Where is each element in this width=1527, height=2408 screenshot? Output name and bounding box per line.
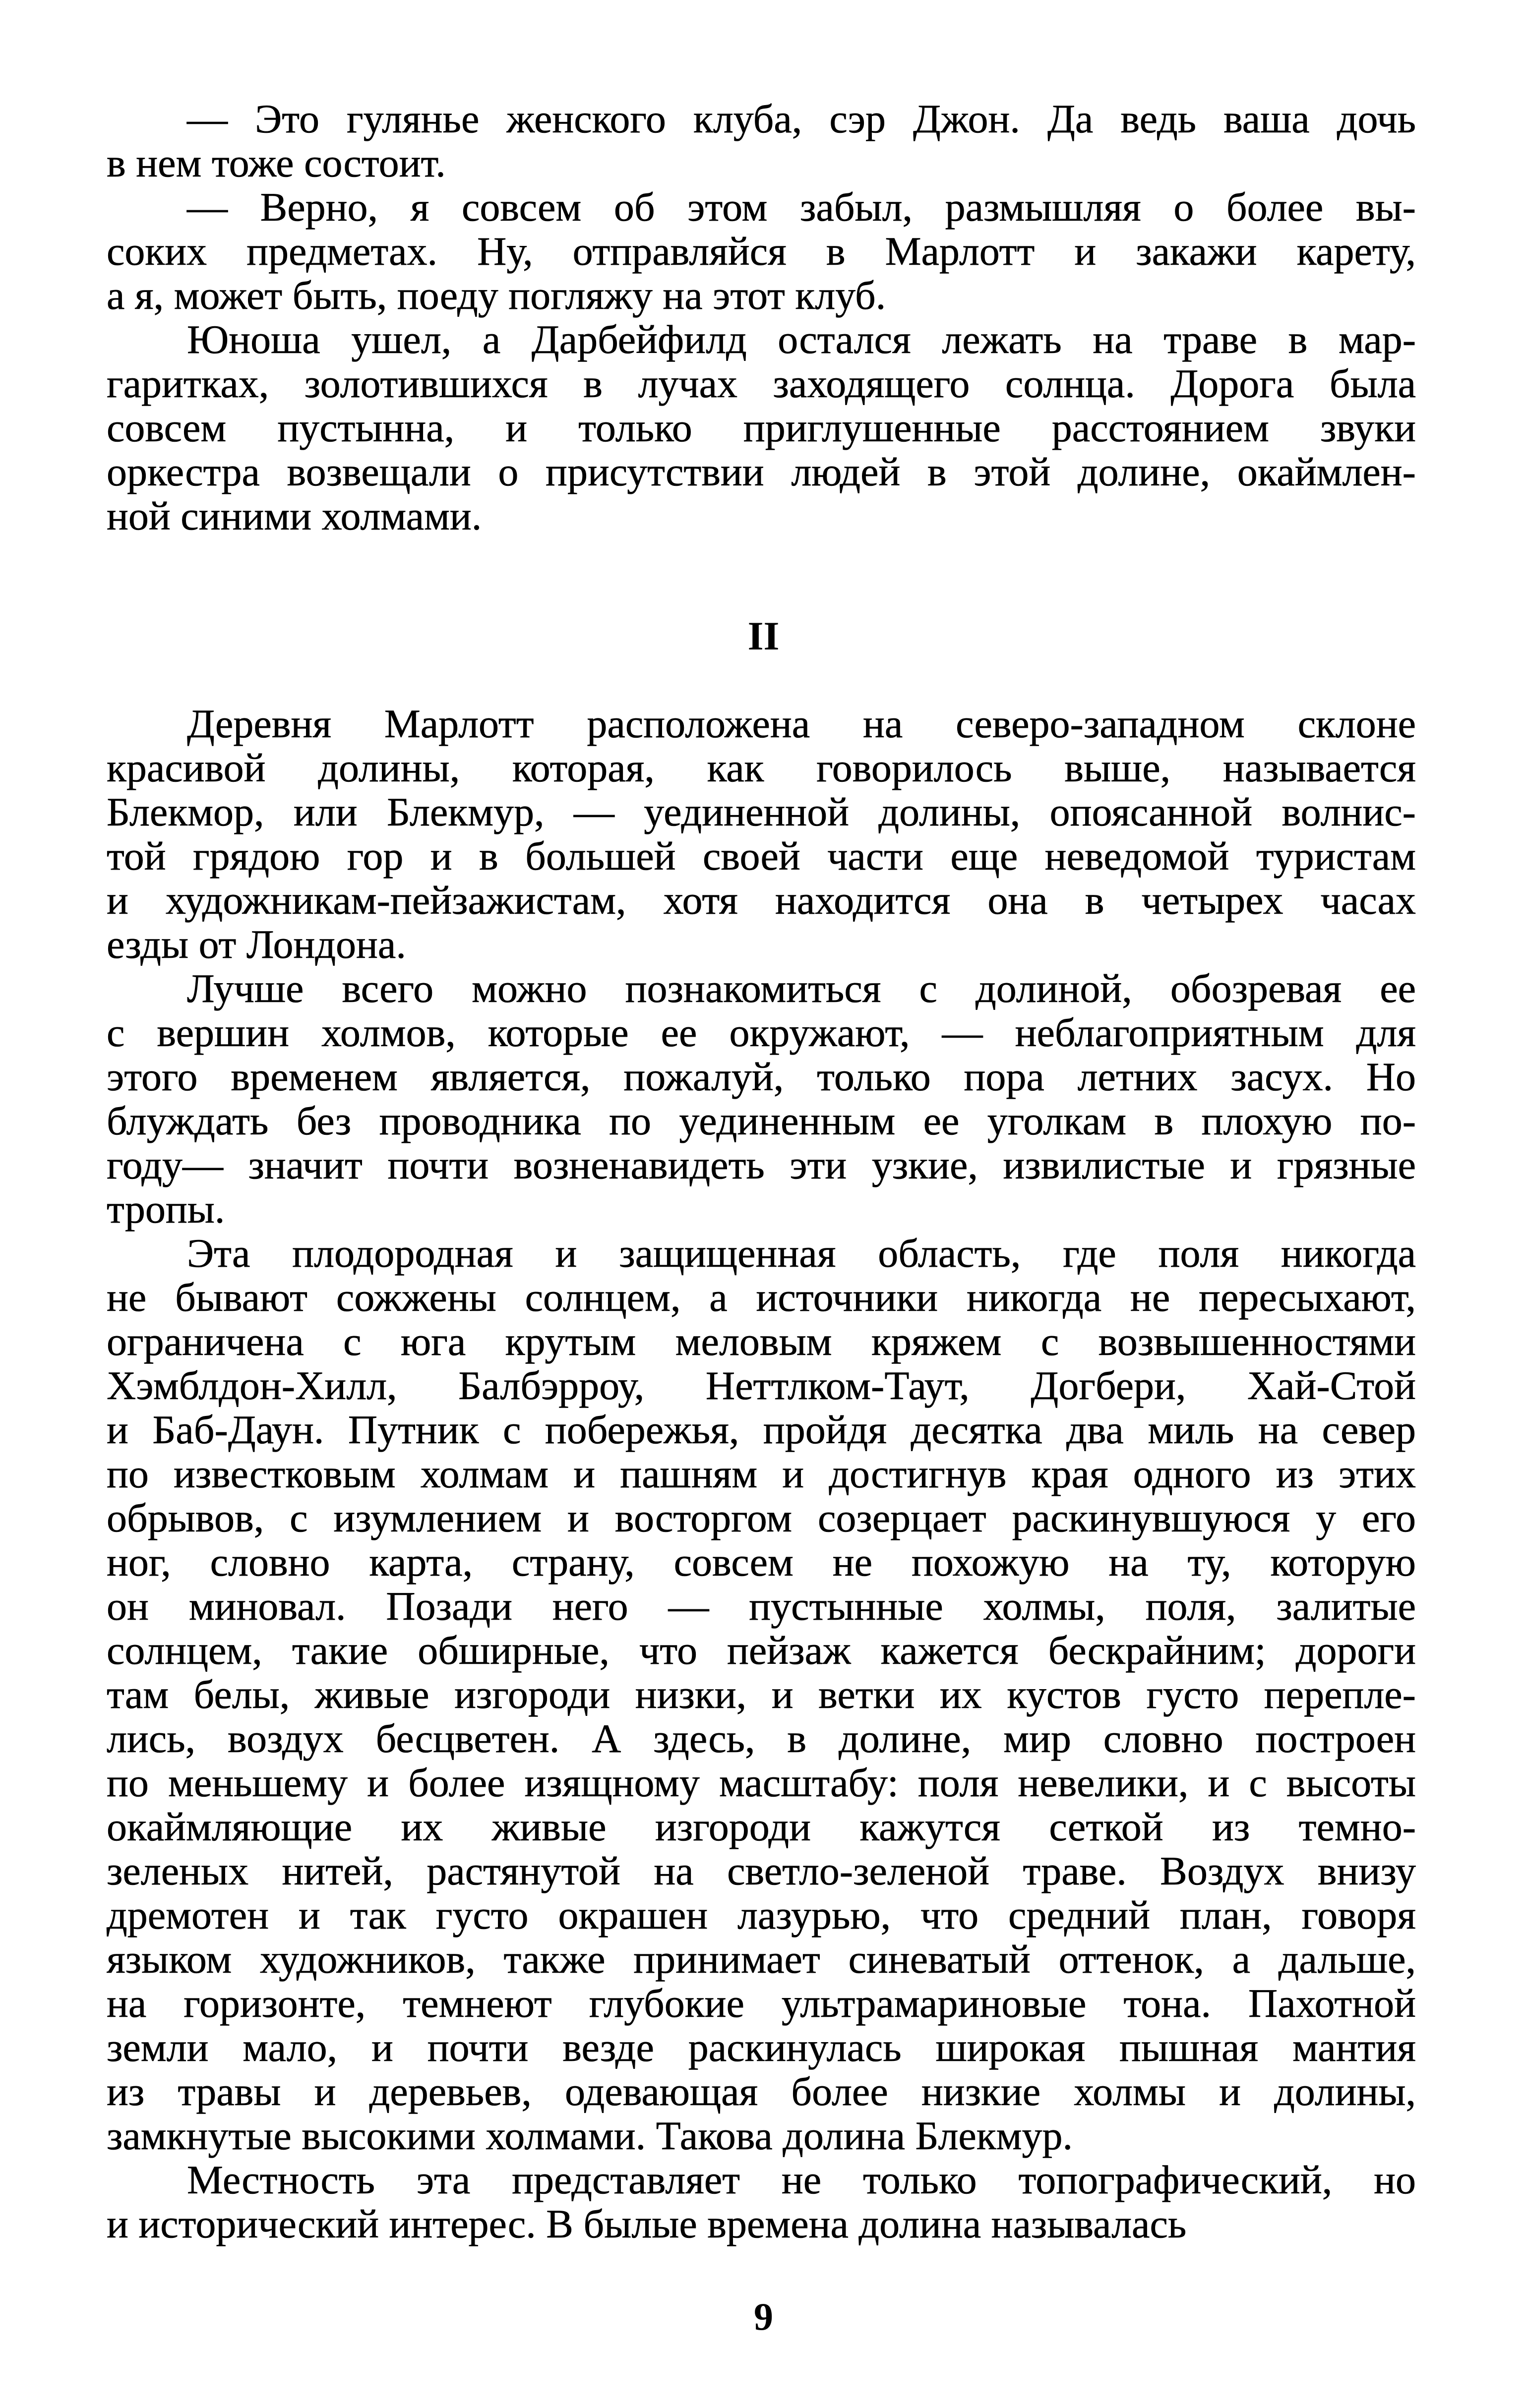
text-line: обрывов, с изумлением и восторгом созерцает раскинувшуюся у его (107, 1495, 1416, 1540)
text-line: не бывают сожжены солнцем, а источники никогда не пересыхают, (107, 1275, 1416, 1320)
text-line: ног, словно карта, страну, совсем не похожую на ту, которую (107, 1539, 1416, 1585)
text-line: он миновал. Позади него — пустынные холмы, поля, залитые (107, 1584, 1416, 1629)
text-line: Местность эта представляет не только топографический, но (187, 2157, 1416, 2202)
text-line: по известковым холмам и пашням и достигнув края одного из этих (107, 1451, 1416, 1496)
text-line: Лучше всего можно познакомиться с долиной, обозревая ее (187, 966, 1416, 1011)
text-line: той грядою гор и в большей своей части еще неведомой туристам (107, 833, 1416, 879)
text-line: на горизонте, темнеют глубокие ультрамариновые тона. Пахотной (107, 1981, 1416, 2026)
text-line: и исторический интерес. В былые времена долина называлась (107, 2201, 1187, 2246)
text-line: тропы. (107, 1186, 225, 1232)
paragraph (107, 185, 1416, 317)
text-line: и Баб-Даун. Путник с побережья, пройдя десятка два миль на север (107, 1407, 1416, 1452)
text-line: Юноша ушел, а Дарбейфилд остался лежать на траве в мар- (187, 317, 1416, 362)
paragraph (107, 317, 1416, 538)
text-line: зеленых нитей, растянутой на светло-зеленой траве. Воздух внизу (107, 1848, 1416, 1893)
text-line: оркестра возвещали о присутствии людей в этой долине, окаймлен- (107, 449, 1416, 494)
text-line: ограничена с юга крутым меловым кряжем с возвышенностями (107, 1319, 1416, 1364)
paragraph (107, 97, 1416, 185)
text-line: солнцем, такие обширные, что пейзаж кажется бескрайним; дороги (107, 1628, 1416, 1673)
text-line: красивой долины, которая, как говорилось выше, называется (107, 745, 1416, 790)
text-line: дремотен и так густо окрашен лазурью, что средний план, говоря (107, 1892, 1416, 1938)
paragraph (107, 702, 1416, 966)
text-line: там белы, живые изгороди низки, и ветки их кустов густо перепле- (107, 1672, 1416, 1717)
text-line: гаритках, золотившихся в лучах заходящего солнца. Дорога была (107, 361, 1416, 406)
text-line: а я, может быть, поеду погляжу на этот клуб. (107, 273, 886, 318)
text-line: году— значит почти возненавидеть эти узкие, извилистые и грязные (107, 1142, 1416, 1187)
text-line: Деревня Марлотт расположена на северо-западном склоне (187, 701, 1416, 746)
text-line: блуждать без проводника по уединенным ее уголкам в плохую по- (107, 1098, 1416, 1143)
page-number: 9 (754, 2295, 773, 2338)
text-block-before-chapter (107, 97, 1416, 538)
text-line: замкнутые высокими холмами. Такова долина Блекмур. (107, 2113, 1073, 2158)
text-line: и художникам-пейзажистам, хотя находится она в четырех часах (107, 878, 1416, 923)
text-line: Эта плодородная и защищенная область, где поля никогда (187, 1231, 1416, 1276)
text-line: Хэмблдон-Хилл, Балбэрроу, Неттлком-Таут, Догбери, Хай-Стой (107, 1363, 1416, 1408)
chapter-heading: II (747, 613, 780, 658)
paragraph (107, 966, 1416, 1231)
paragraph (107, 2158, 1416, 2246)
text-line: из травы и деревьев, одевающая более низкие холмы и долины, (107, 2069, 1416, 2114)
text-line: с вершин холмов, которые ее окружают, — неблагоприятным для (107, 1010, 1416, 1055)
text-line: по меньшему и более изящному масштабу: поля невелики, и с высоты (107, 1760, 1416, 1805)
text-line: соких предметах. Ну, отправляйся в Марлотт и закажи карету, (107, 229, 1416, 274)
paragraph (107, 1231, 1416, 2158)
text-line: езды от Лондона. (107, 922, 406, 967)
text-line: земли мало, и почти везде раскинулась широкая пышная мантия (107, 2025, 1416, 2070)
text-line: окаймляющие их живые изгороди кажутся сеткой из темно- (107, 1804, 1416, 1849)
text-line: ной синими холмами. (107, 493, 482, 538)
text-line: совсем пустынна, и только приглушенные расстоянием звуки (107, 405, 1416, 450)
text-line: лись, воздух бесцветен. А здесь, в долине, мир словно построен (107, 1716, 1416, 1761)
text-line: — Это гулянье женского клуба, сэр Джон. Да ведь ваша дочь (187, 96, 1416, 141)
text-line: Блекмор, или Блекмур, — уединенной долины, опоясанной волнис- (107, 789, 1416, 834)
text-line: — Верно, я совсем об этом забыл, размышляя о более вы- (187, 184, 1416, 230)
text-line: этого временем является, пожалуй, только пора летних засух. Но (107, 1054, 1416, 1099)
text-line: языком художников, также принимает синеватый оттенок, а дальше, (107, 1937, 1416, 1982)
text-block-after-chapter (107, 702, 1416, 2246)
text-line: в нем тоже состоит. (107, 140, 446, 185)
